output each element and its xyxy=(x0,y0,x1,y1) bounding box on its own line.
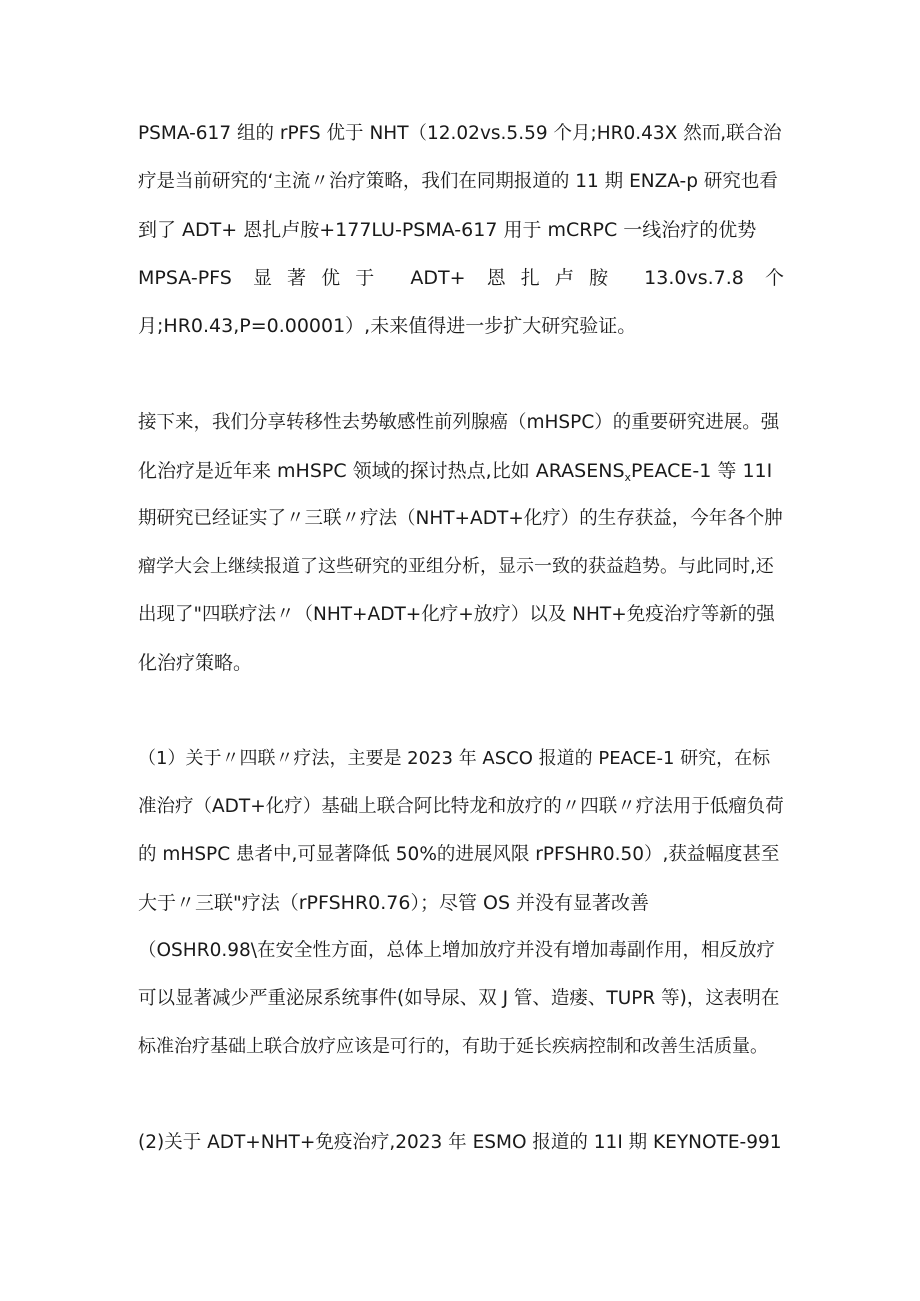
paragraph-2-line-2 xyxy=(138,458,772,491)
paragraph-3-line-7: 标准治疗基础上联合放疗应该是可行的，有助于延长疾病控制和改善生活质量。 xyxy=(138,1036,768,1057)
paragraph-2-line-3: 期研究已经证实了〃三联〃疗法（NHT+ADT+化疗）的生存获益，今年各个肿 xyxy=(138,508,783,529)
paragraph-3-line-5: （OSHR0.98\在安全性方面，总体上增加放疗并没有增加毒副作用，相反放疗 xyxy=(138,940,775,961)
paragraph-2-line-6: 化治疗策略。 xyxy=(138,652,253,674)
paragraph-3-line-4: 大于〃三联"疗法（rPFSHR0.76）；尽管 OS 并没有显著改善 xyxy=(138,892,650,914)
paragraph-3-line-1: （1）关于〃四联〃疗法，主要是 2023 年 ASCO 报道的 PEACE-1 研究，在标 xyxy=(138,748,771,769)
paragraph-1-line-1: PSMA-617 组的 rPFS 优于 NHT（12.02vs.5.59 个月;HR0.43X 然而,联合治 xyxy=(138,123,782,144)
paragraph-2-line-4: 瘤学大会上继续报道了这些研究的亚组分析，显示一致的获益趋势。与此同时,还 xyxy=(138,556,774,577)
paragraph-2-line-1: 接下来，我们分享转移性去势敏感性前列腺癌（mHSPC）的重要研究进展。强 xyxy=(138,412,780,433)
paragraph-1-line-5: 月;HR0.43,P=0.00001）,未来值得进一步扩大研究验证。 xyxy=(138,315,637,337)
paragraph-2-line-5: 出现了"四联疗法〃（NHT+ADT+化疗+放疗）以及 NHT+免疫治疗等新的强 xyxy=(138,604,775,625)
paragraph-2-line-2-tail: PEACE-1 等 11I xyxy=(631,460,773,482)
subscript-x: x xyxy=(624,471,632,484)
paragraph-1-line-2: 疗是当前研究的‘主流〃治疗策略，我们在同期报道的 11 期 ENZA-p 研究也看 xyxy=(138,171,778,192)
paragraph-2-line-2-text: 化治疗是近年来 mHSPC 领域的探讨热点,比如 ARASENS xyxy=(138,460,625,482)
paragraph-1-line-3: 到了 ADT+ 恩扎卢胺+177LU-PSMA-617 用于 mCRPC 一线治疗的优势 xyxy=(138,219,757,241)
paragraph-3-line-3: 的 mHSPC 患者中,可显著降低 50%的进展风限 rPFSHR0.50）,获益幅度甚至 xyxy=(138,844,780,865)
paragraph-4-line-1: (2)关于 ADT+NHT+免疫治疗,2023 年 ESMO 报道的 11I 期 KEYNOTE-991 xyxy=(138,1132,782,1153)
paragraph-1-line-4: MPSA-PFS 显著优于 ADT+ 恩扎卢胺 13.0vs.7.8 个 xyxy=(138,267,784,289)
paragraph-3-line-6: 可以显著减少严重泌尿系统事件(如导尿、双 J 管、造瘘、TUPR 等)，这表明在 xyxy=(138,988,780,1009)
paragraph-3-line-2: 准治疗（ADT+化疗）基础上联合阿比特龙和放疗的〃四联〃疗法用于低瘤负荷 xyxy=(138,796,784,817)
